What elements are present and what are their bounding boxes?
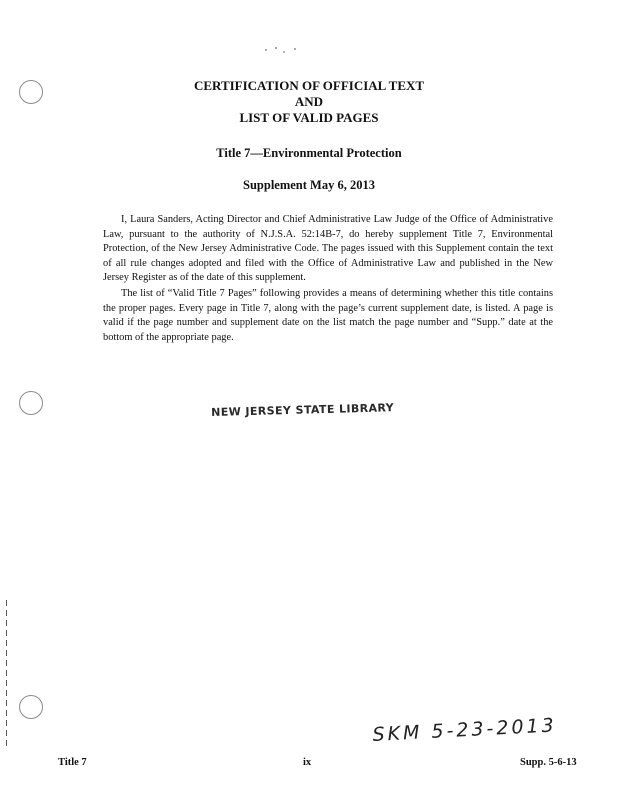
library-stamp: NEW JERSEY STATE LIBRARY bbox=[211, 401, 395, 419]
certification-paragraph: I, Laura Sanders, Acting Director and Chief Administrative Law Judge of the Office of Administrative Law, pursuant to the authority of N.J.S.A. 52:14B-7, do hereby supplement Title 7, Environmental Protection, of the New Jersey Administrative Code. The pages issued with this Supplement contain the text of all rule changes adopted and filed with the Office of Administrative Law and published in the New Jersey Register as of the date of this supplement. bbox=[103, 214, 553, 283]
footer-page-number: ix bbox=[303, 757, 312, 768]
footer-supplement: Supp. 5-6-13 bbox=[520, 757, 577, 768]
certification-heading bbox=[0, 78, 618, 126]
heading-line-2: AND bbox=[294, 94, 324, 109]
scan-specks bbox=[262, 44, 302, 56]
margin-rule bbox=[6, 600, 7, 750]
supplement-date: Supplement May 6, 2013 bbox=[243, 178, 375, 192]
handwritten-annotation: SKM 5-23-2013 bbox=[372, 714, 558, 746]
title-subject: Title 7—Environmental Protection bbox=[216, 146, 402, 160]
footer-title: Title 7 bbox=[58, 757, 87, 768]
valid-pages-paragraph: The list of “Valid Title 7 Pages” following provides a means of determining whether this title contains the proper pages. Every page in Title 7, along with the page’s current supplement date, is listed. A page is valid if the page number and supplement date on the list match the page number and “Supp.” date at the bottom of the appropriate page. bbox=[103, 288, 553, 343]
binder-hole-bottom bbox=[19, 695, 43, 719]
binder-hole-middle bbox=[19, 391, 43, 415]
heading-line-1: CERTIFICATION OF OFFICIAL TEXT bbox=[193, 78, 425, 93]
heading-line-3: LIST OF VALID PAGES bbox=[239, 110, 379, 125]
